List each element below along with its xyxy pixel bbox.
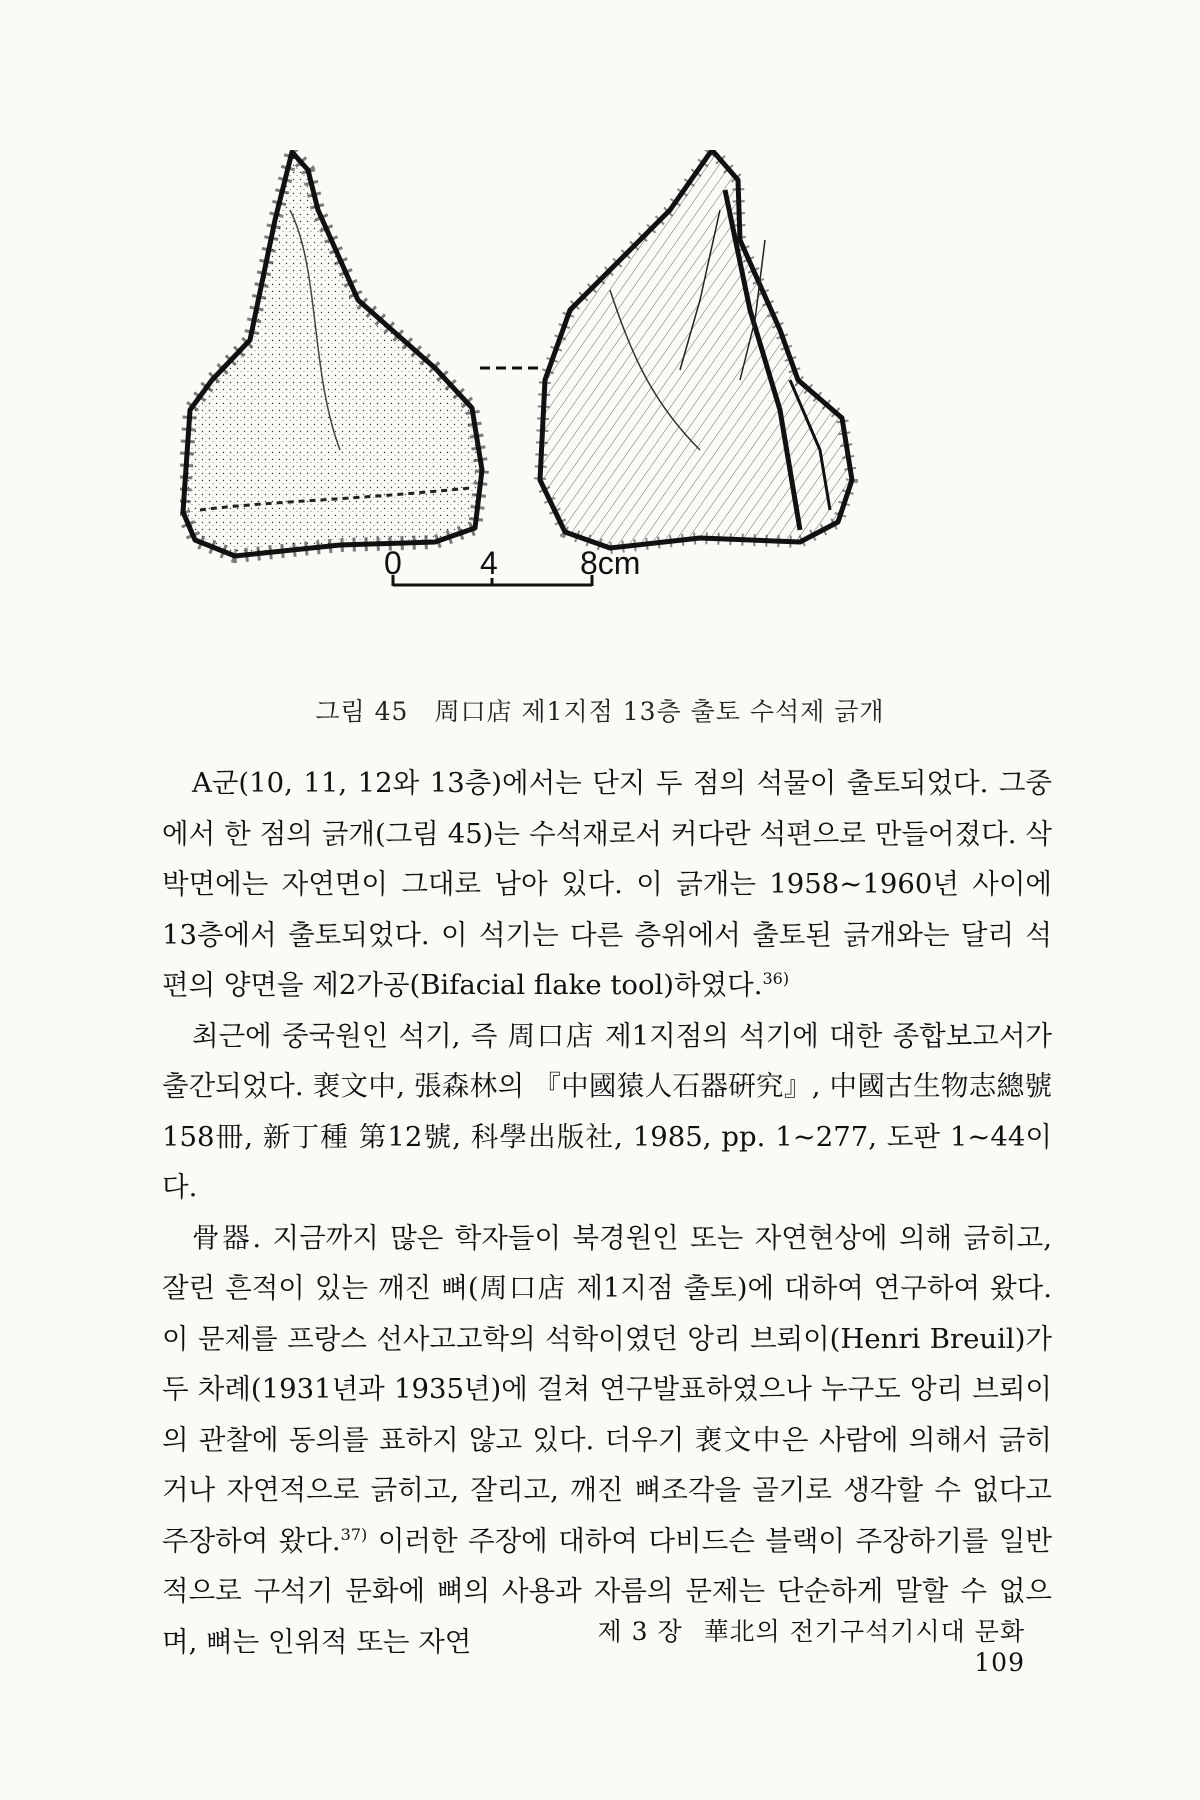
footnote-ref-36[interactable]: 36) xyxy=(762,968,790,988)
page-number: 109 xyxy=(974,1648,1025,1677)
paragraph-2-text: 최근에 중국원인 석기, 즉 周口店 제1지점의 석기에 대한 종합보고서가 출간되었다. 裵文中, 張森林의 『中國猿人石器硏究』, 中國古生物志總號 158冊, 新丁種 第12號, 科學出版社, 1985, pp. 1~277, 도판 1~44이다. xyxy=(162,1019,1052,1203)
scale-label-8cm: 8cm xyxy=(580,545,641,581)
scraper-illustration xyxy=(180,150,1020,690)
footer-chapter: 제 3 장 xyxy=(597,1617,683,1646)
paragraph-3-tail: 이러한 주장에 대하여 다비드슨 블랙이 주장하기를 일반적으로 구석기 문화에 뼈의 사용과 자름의 문제는 단순하게 말할 수 없으며, 뼈는 인위적 또는 자연 xyxy=(162,1524,1053,1658)
scale-bar xyxy=(384,545,640,586)
paragraph-2 xyxy=(162,1011,1052,1213)
scraper-right-view xyxy=(540,150,852,548)
footer-title: 華北의 전기구석기시대 문화 xyxy=(703,1617,1025,1646)
figure-caption: 그림 45 周口店 제1지점 13층 출토 수석제 긁개 xyxy=(315,697,885,726)
paragraph-1 xyxy=(162,758,1052,1011)
scraper-left-view xyxy=(183,152,482,556)
scale-label-0: 0 xyxy=(384,545,402,581)
scraper-drawing xyxy=(180,150,1020,690)
paragraph-3 xyxy=(162,1213,1052,1668)
scale-label-4: 4 xyxy=(480,545,498,581)
footnote-ref-37[interactable]: 37) xyxy=(340,1524,368,1544)
paragraph-1-text: A군(10, 11, 12와 13층)에서는 단지 두 점의 석물이 출토되었다. 그중에서 한 점의 긁개(그림 45)는 수석재로서 커다란 석편으로 만들어졌다. 삭박면에는 자연면이 그대로 남아 있다. 이 긁개는 1958~1960년 사이에 13층에서 출토되었다. 이 석기는 다른 층위에서 출토된 긁개와는 달리 석편의 양면을 제2가공(Bifacial flake tool)하였다. xyxy=(162,767,1052,1001)
running-footer xyxy=(515,1612,1025,1677)
body-text xyxy=(162,758,1052,1667)
paragraph-3-text: 骨器. 지금까지 많은 학자들이 북경원인 또는 자연현상에 의해 긁히고, 잘린 흔적이 있는 깨진 뼈(周口店 제1지점 출토)에 대하여 연구하여 왔다. 이 문제를 프랑스 선사고고학의 석학이였던 앙리 브뢰이(Henri Breuil)가 두 차례(1931년과 1935년)에 걸쳐 연구발표하였으나 누구도 앙리 브뢰이의 관찰에 동의를 표하지 않고 있다. 더우기 裵文中은 사람에 의해서 긁히거나 자연적으로 긁히고, 잘리고, 깨진 뼈조각을 골기로 생각할 수 없다고 주장하여 왔다. xyxy=(162,1221,1052,1557)
